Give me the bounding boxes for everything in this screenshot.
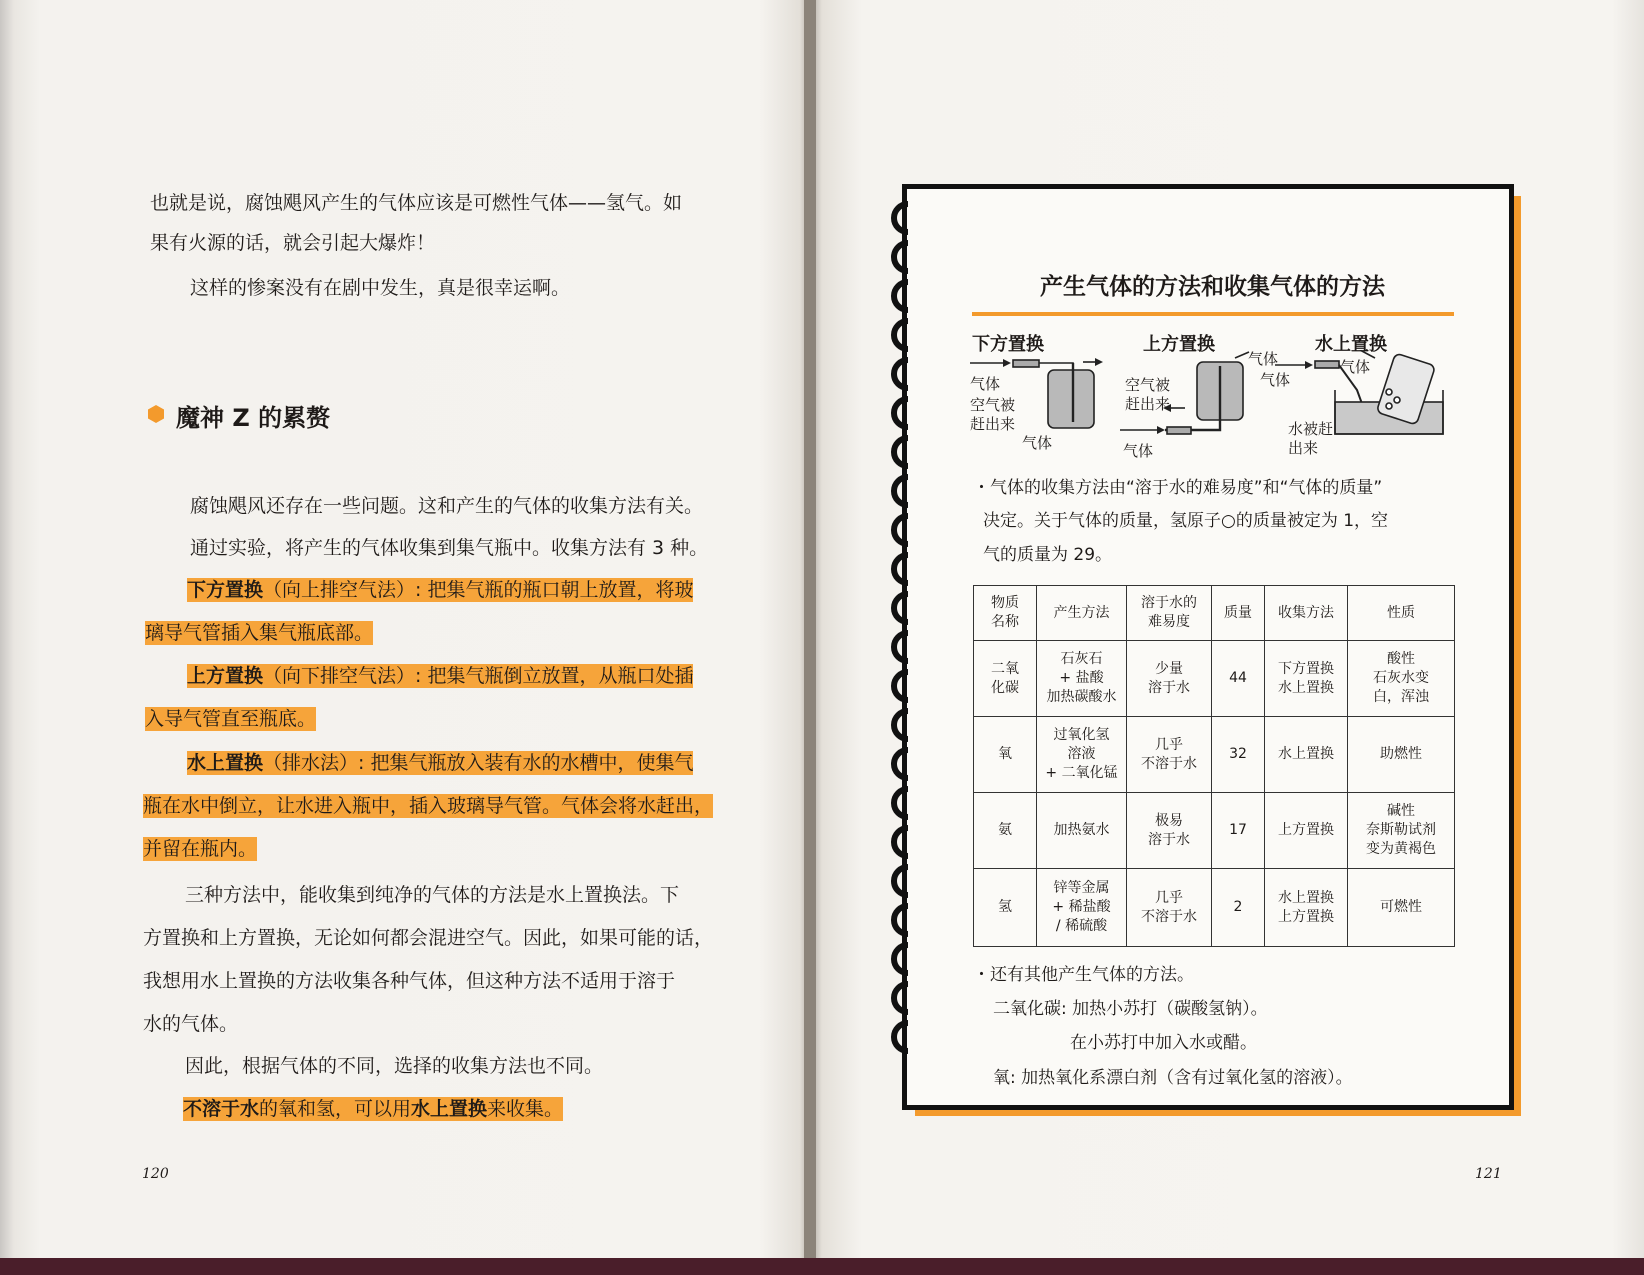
table-cell: 锌等金属 + 稀盐酸 / 稀硫酸 bbox=[1037, 869, 1127, 947]
method-line bbox=[145, 620, 373, 646]
method-name: 下方置换 bbox=[187, 579, 264, 601]
diagram-label: 气体 bbox=[1123, 442, 1154, 460]
method-line bbox=[187, 663, 693, 689]
book-spine bbox=[804, 0, 816, 1262]
table-cell: 几乎 不溶于水 bbox=[1127, 717, 1212, 793]
diagram-heading: 水上置换 bbox=[1315, 334, 1387, 355]
table-cell: 2 bbox=[1212, 869, 1265, 947]
text-line: 这样的惨案没有在剧中发生，真是很幸运啊。 bbox=[190, 277, 571, 299]
method-line bbox=[143, 793, 713, 819]
method-line bbox=[187, 577, 693, 603]
table-cell: 极易 溶于水 bbox=[1127, 793, 1212, 869]
method-name: 水上置换 bbox=[187, 752, 264, 774]
emphasis: 水上置换 bbox=[411, 1098, 488, 1120]
table-cell: 碱性 奈斯勒试剂 变为黄褐色 bbox=[1348, 793, 1455, 869]
note-line: ・还有其他产生气体的方法。 bbox=[973, 965, 1194, 985]
text-line: 果有火源的话，就会引起大爆炸！ bbox=[150, 232, 436, 254]
table-row bbox=[974, 869, 1455, 947]
diagram-label: 空气被 bbox=[1125, 376, 1171, 394]
diagram-label: 气体 bbox=[1340, 358, 1371, 376]
diagram-label: 气体 bbox=[970, 375, 1001, 393]
table-header: 质量 bbox=[1212, 586, 1265, 641]
table-cell: 石灰石 + 盐酸 加热碳酸水 bbox=[1037, 641, 1127, 717]
table-cell: 可燃性 bbox=[1348, 869, 1455, 947]
method-desc: 并留在瓶内。 bbox=[143, 838, 258, 860]
table-row bbox=[974, 717, 1455, 793]
page-number: 121 bbox=[1475, 1166, 1502, 1182]
table-cell: 过氧化氢 溶液 + 二氧化锰 bbox=[1037, 717, 1127, 793]
method-desc: （排水法）: 把集气瓶放入装有水的水槽中，使集气 bbox=[263, 752, 694, 774]
method-name: 上方置换 bbox=[187, 665, 264, 687]
table-header: 物质 名称 bbox=[974, 586, 1037, 641]
table-cell: 加热氨水 bbox=[1037, 793, 1127, 869]
method-line bbox=[187, 750, 693, 776]
table-header: 溶于水的 难易度 bbox=[1127, 586, 1212, 641]
note-line: 在小苏打中加入水或醋。 bbox=[1070, 1033, 1257, 1053]
book-cover-edge bbox=[0, 1258, 1644, 1275]
box-title: 产生气体的方法和收集气体的方法 bbox=[1040, 274, 1385, 300]
gas-table bbox=[973, 585, 1455, 947]
table-cell: 助燃性 bbox=[1348, 717, 1455, 793]
note-line: ・气体的收集方法由“溶于水的难易度”和“气体的质量” bbox=[973, 478, 1383, 498]
table-cell: 水上置换 bbox=[1265, 717, 1348, 793]
method-desc: 入导气管直至瓶底。 bbox=[145, 708, 317, 730]
text-line: 三种方法中，能收集到纯净的气体的方法是水上置换法。下 bbox=[185, 884, 680, 906]
table-header: 性质 bbox=[1348, 586, 1455, 641]
hexagon-bullet-icon bbox=[146, 404, 166, 424]
diagram-label: 出来 bbox=[1288, 439, 1319, 457]
page-number: 120 bbox=[142, 1166, 169, 1182]
diagram-label: 赶出来 bbox=[970, 415, 1016, 433]
text-line: 也就是说，腐蚀飓风产生的气体应该是可燃性气体——氢气。如 bbox=[150, 192, 683, 214]
text-line: 水的气体。 bbox=[143, 1013, 239, 1035]
text: 的氧和氢，可以用 bbox=[259, 1098, 412, 1120]
text-line: 我想用水上置换的方法收集各种气体，但这种方法不适用于溶于 bbox=[143, 970, 676, 992]
diagram-label: 赶出来 bbox=[1125, 395, 1171, 413]
orange-rule bbox=[972, 312, 1454, 316]
conclusion-line bbox=[183, 1096, 563, 1122]
method-desc: （向下排空气法）: 把集气瓶倒立放置，从瓶口处插 bbox=[263, 665, 694, 687]
table-cell: 水上置换 上方置换 bbox=[1265, 869, 1348, 947]
emphasis: 不溶于水 bbox=[183, 1098, 260, 1120]
text-line: 腐蚀飓风还存在一些问题。这和产生的气体的收集方法有关。 bbox=[190, 495, 704, 517]
method-line bbox=[143, 836, 257, 862]
table-cell: 44 bbox=[1212, 641, 1265, 717]
table-cell: 几乎 不溶于水 bbox=[1127, 869, 1212, 947]
text-line: 方置换和上方置换，无论如何都会混进空气。因此，如果可能的话， bbox=[143, 927, 714, 949]
table-cell: 少量 溶于水 bbox=[1127, 641, 1212, 717]
table-cell: 下方置换 水上置换 bbox=[1265, 641, 1348, 717]
table-row bbox=[974, 793, 1455, 869]
section-title: 魔神 Z 的累赘 bbox=[176, 404, 331, 432]
diagram-heading: 下方置换 bbox=[972, 334, 1044, 355]
diagram-label: 水被赶 bbox=[1288, 420, 1334, 438]
text-line: 通过实验，将产生的气体收集到集气瓶中。收集方法有 3 种。 bbox=[190, 537, 709, 559]
diagram-heading: 上方置换 bbox=[1143, 334, 1215, 355]
note-line: 氧: 加热氧化系漂白剂（含有过氧化氢的溶液）。 bbox=[993, 1068, 1353, 1088]
table-header-row bbox=[974, 586, 1455, 641]
text-line: 因此，根据气体的不同，选择的收集方法也不同。 bbox=[185, 1055, 604, 1077]
table-row bbox=[974, 641, 1455, 717]
method-desc: 璃导气管插入集气瓶底部。 bbox=[145, 622, 374, 644]
table-header: 收集方法 bbox=[1265, 586, 1348, 641]
text: 来收集。 bbox=[487, 1098, 564, 1120]
table-cell: 氧 bbox=[974, 717, 1037, 793]
diagram-label: 空气被 bbox=[970, 396, 1016, 414]
note-line: 决定。关于气体的质量，氢原子○的质量被定为 1，空 bbox=[983, 511, 1389, 531]
table-cell: 酸性 石灰水变 白，浑浊 bbox=[1348, 641, 1455, 717]
spiral-binding-icon bbox=[880, 196, 930, 1086]
note-line: 气的质量为 29。 bbox=[983, 545, 1113, 565]
diagram-label: 气体 bbox=[1260, 371, 1291, 389]
diagram-label: 气体 bbox=[1248, 350, 1279, 368]
method-line bbox=[145, 706, 316, 732]
table-cell: 氨 bbox=[974, 793, 1037, 869]
table-cell: 32 bbox=[1212, 717, 1265, 793]
table-header: 产生方法 bbox=[1037, 586, 1127, 641]
note-line: 二氧化碳: 加热小苏打（碳酸氢钠）。 bbox=[993, 999, 1268, 1019]
method-desc: （向上排空气法）: 把集气瓶的瓶口朝上放置，将玻 bbox=[263, 579, 694, 601]
method-desc: 瓶在水中倒立，让水进入瓶中，插入玻璃导气管。气体会将水赶出， bbox=[143, 795, 714, 817]
table-cell: 二氧 化碳 bbox=[974, 641, 1037, 717]
table-cell: 上方置换 bbox=[1265, 793, 1348, 869]
diagram-label: 气体 bbox=[1022, 434, 1053, 452]
table-cell: 氢 bbox=[974, 869, 1037, 947]
table-cell: 17 bbox=[1212, 793, 1265, 869]
